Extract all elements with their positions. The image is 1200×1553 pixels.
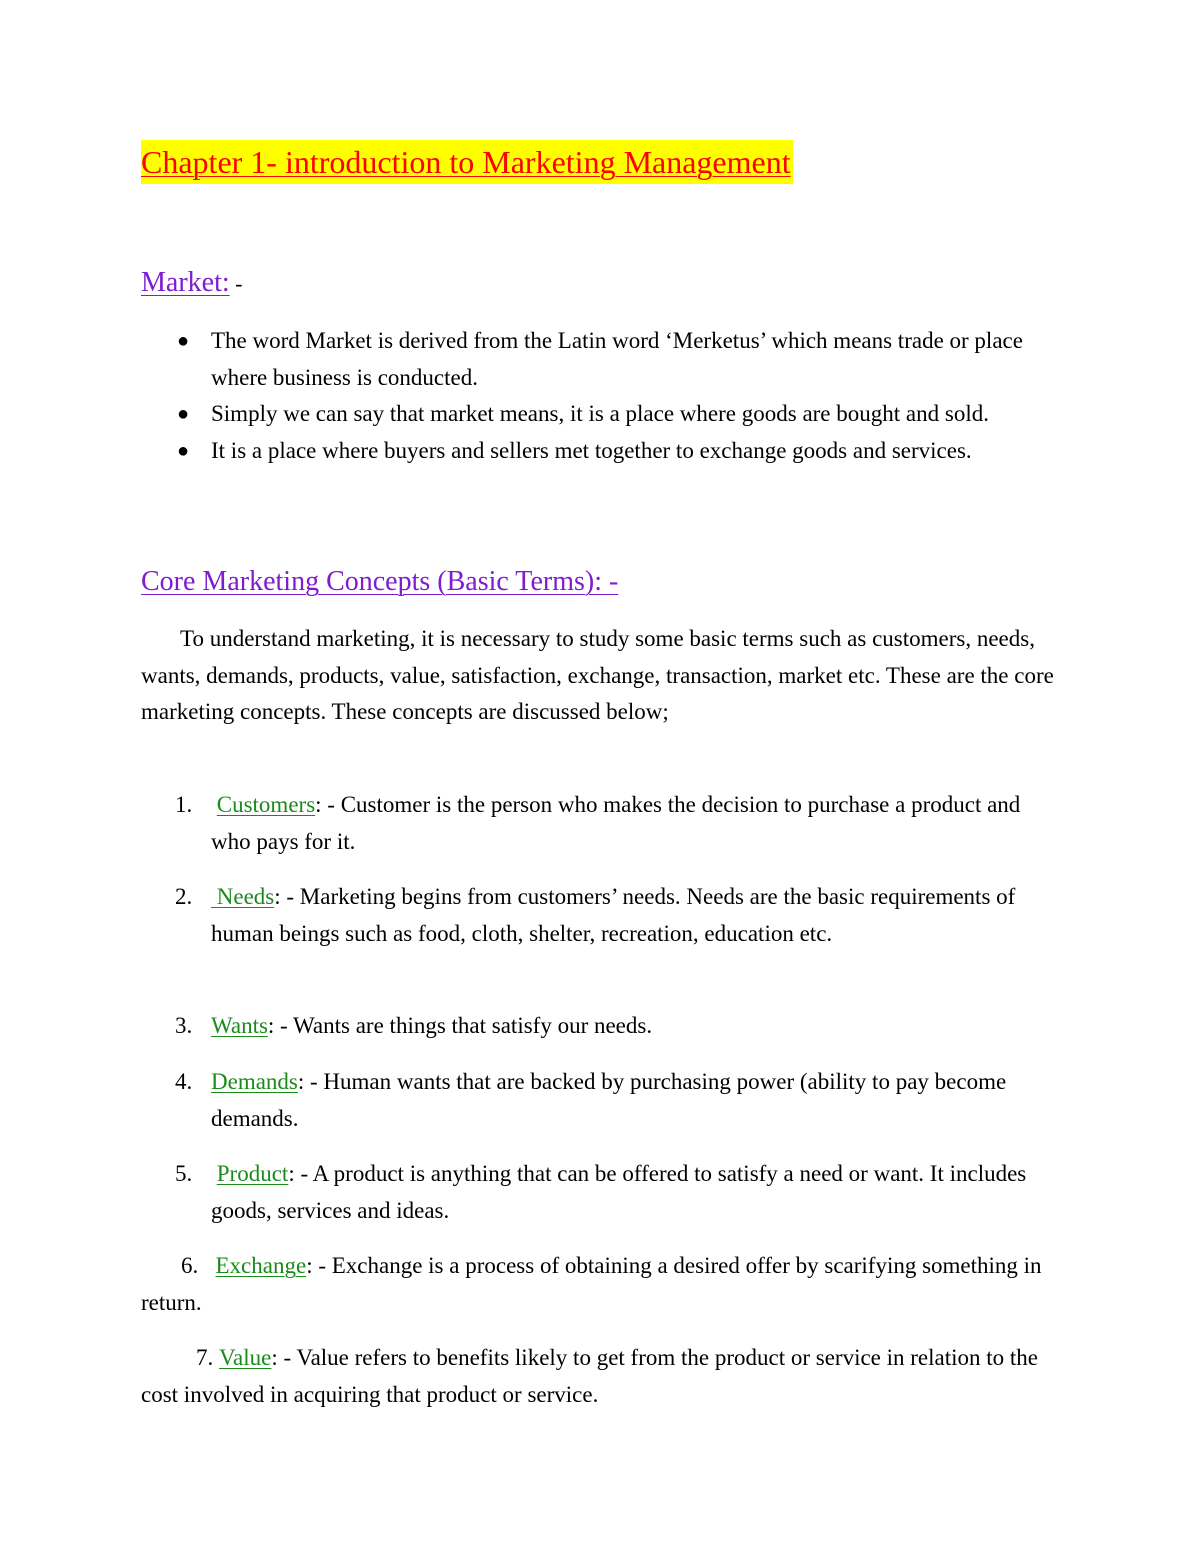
term-number: 3. bbox=[175, 1013, 193, 1038]
term-number: 2. bbox=[175, 884, 193, 909]
list-item bbox=[177, 396, 1051, 433]
term-number: 5. bbox=[175, 1161, 193, 1186]
chapter-title: Chapter 1- introduction to Marketing Management bbox=[141, 140, 793, 184]
term-item-exchange bbox=[141, 1248, 1061, 1321]
term-description: : - Human wants that are backed by purchasing power (ability to pay become demands. bbox=[211, 1069, 1007, 1131]
bullet-icon: ● bbox=[177, 439, 190, 462]
term-body bbox=[211, 1008, 1051, 1045]
market-heading-suffix: - bbox=[229, 271, 243, 296]
term-name: Demands bbox=[211, 1069, 298, 1094]
term-name: Value bbox=[219, 1345, 272, 1370]
term-number: 7. bbox=[196, 1345, 214, 1370]
bullet-icon: ● bbox=[177, 403, 190, 425]
bullet-icon: ● bbox=[177, 330, 190, 352]
term-body bbox=[211, 1156, 1051, 1229]
term-description: : - Exchange is a process of obtaining a desired offer by scarifying something in return. bbox=[141, 1253, 1042, 1315]
core-concepts-heading bbox=[141, 563, 618, 601]
term-description: : - Marketing begins from customers’ needs. Needs are the basic requirements of human beings such as food, cloth, shelter, recreation, education etc. bbox=[211, 884, 1016, 946]
core-concepts-intro: To understand marketing, it is necessary to study some basic terms such as customers, needs, wants, demands, products, value, satisfaction, exchange, transaction, market etc. These are the core marketing concepts. These concepts are discussed below; bbox=[141, 626, 1054, 724]
term-name: Wants bbox=[211, 1013, 268, 1038]
term-number: 6. bbox=[181, 1253, 199, 1278]
list-item bbox=[177, 433, 1051, 470]
term-item-value bbox=[141, 1340, 1061, 1413]
core-concepts-heading-text: Core Marketing Concepts (Basic Terms): - bbox=[141, 566, 619, 597]
term-number: 4. bbox=[175, 1069, 193, 1094]
market-heading-text: Market: bbox=[141, 267, 230, 298]
term-name: Needs bbox=[216, 884, 275, 909]
term-description: : - Customer is the person who makes the decision to purchase a product and who pays for it. bbox=[211, 792, 1021, 854]
bullet-text: The word Market is derived from the Latin word ‘Merketus’ which means trade or place where business is conducted. bbox=[211, 328, 1023, 390]
term-number: 1. bbox=[175, 792, 193, 817]
market-bullet-list bbox=[0, 323, 1200, 469]
list-item bbox=[177, 323, 1051, 396]
market-heading bbox=[141, 264, 242, 303]
term-description: : - Value refers to benefits likely to get from the product or service in relation to the cost involved in acquiring that product or service. bbox=[141, 1345, 1039, 1407]
term-body bbox=[211, 879, 1051, 952]
term-body bbox=[211, 1064, 1051, 1137]
term-name: Exchange bbox=[215, 1253, 307, 1278]
term-body bbox=[211, 787, 1051, 860]
term-name: Product bbox=[216, 1161, 289, 1186]
term-description: : - A product is anything that can be offered to satisfy a need or want. It includes goods, services and ideas. bbox=[211, 1161, 1027, 1223]
term-description: : - Wants are things that satisfy our needs. bbox=[267, 1013, 653, 1038]
bullet-text: It is a place where buyers and sellers met together to exchange goods and services. bbox=[211, 437, 972, 463]
bullet-text: Simply we can say that market means, it is a place where goods are bought and sold. bbox=[211, 401, 989, 426]
term-name: Customers bbox=[216, 792, 316, 817]
